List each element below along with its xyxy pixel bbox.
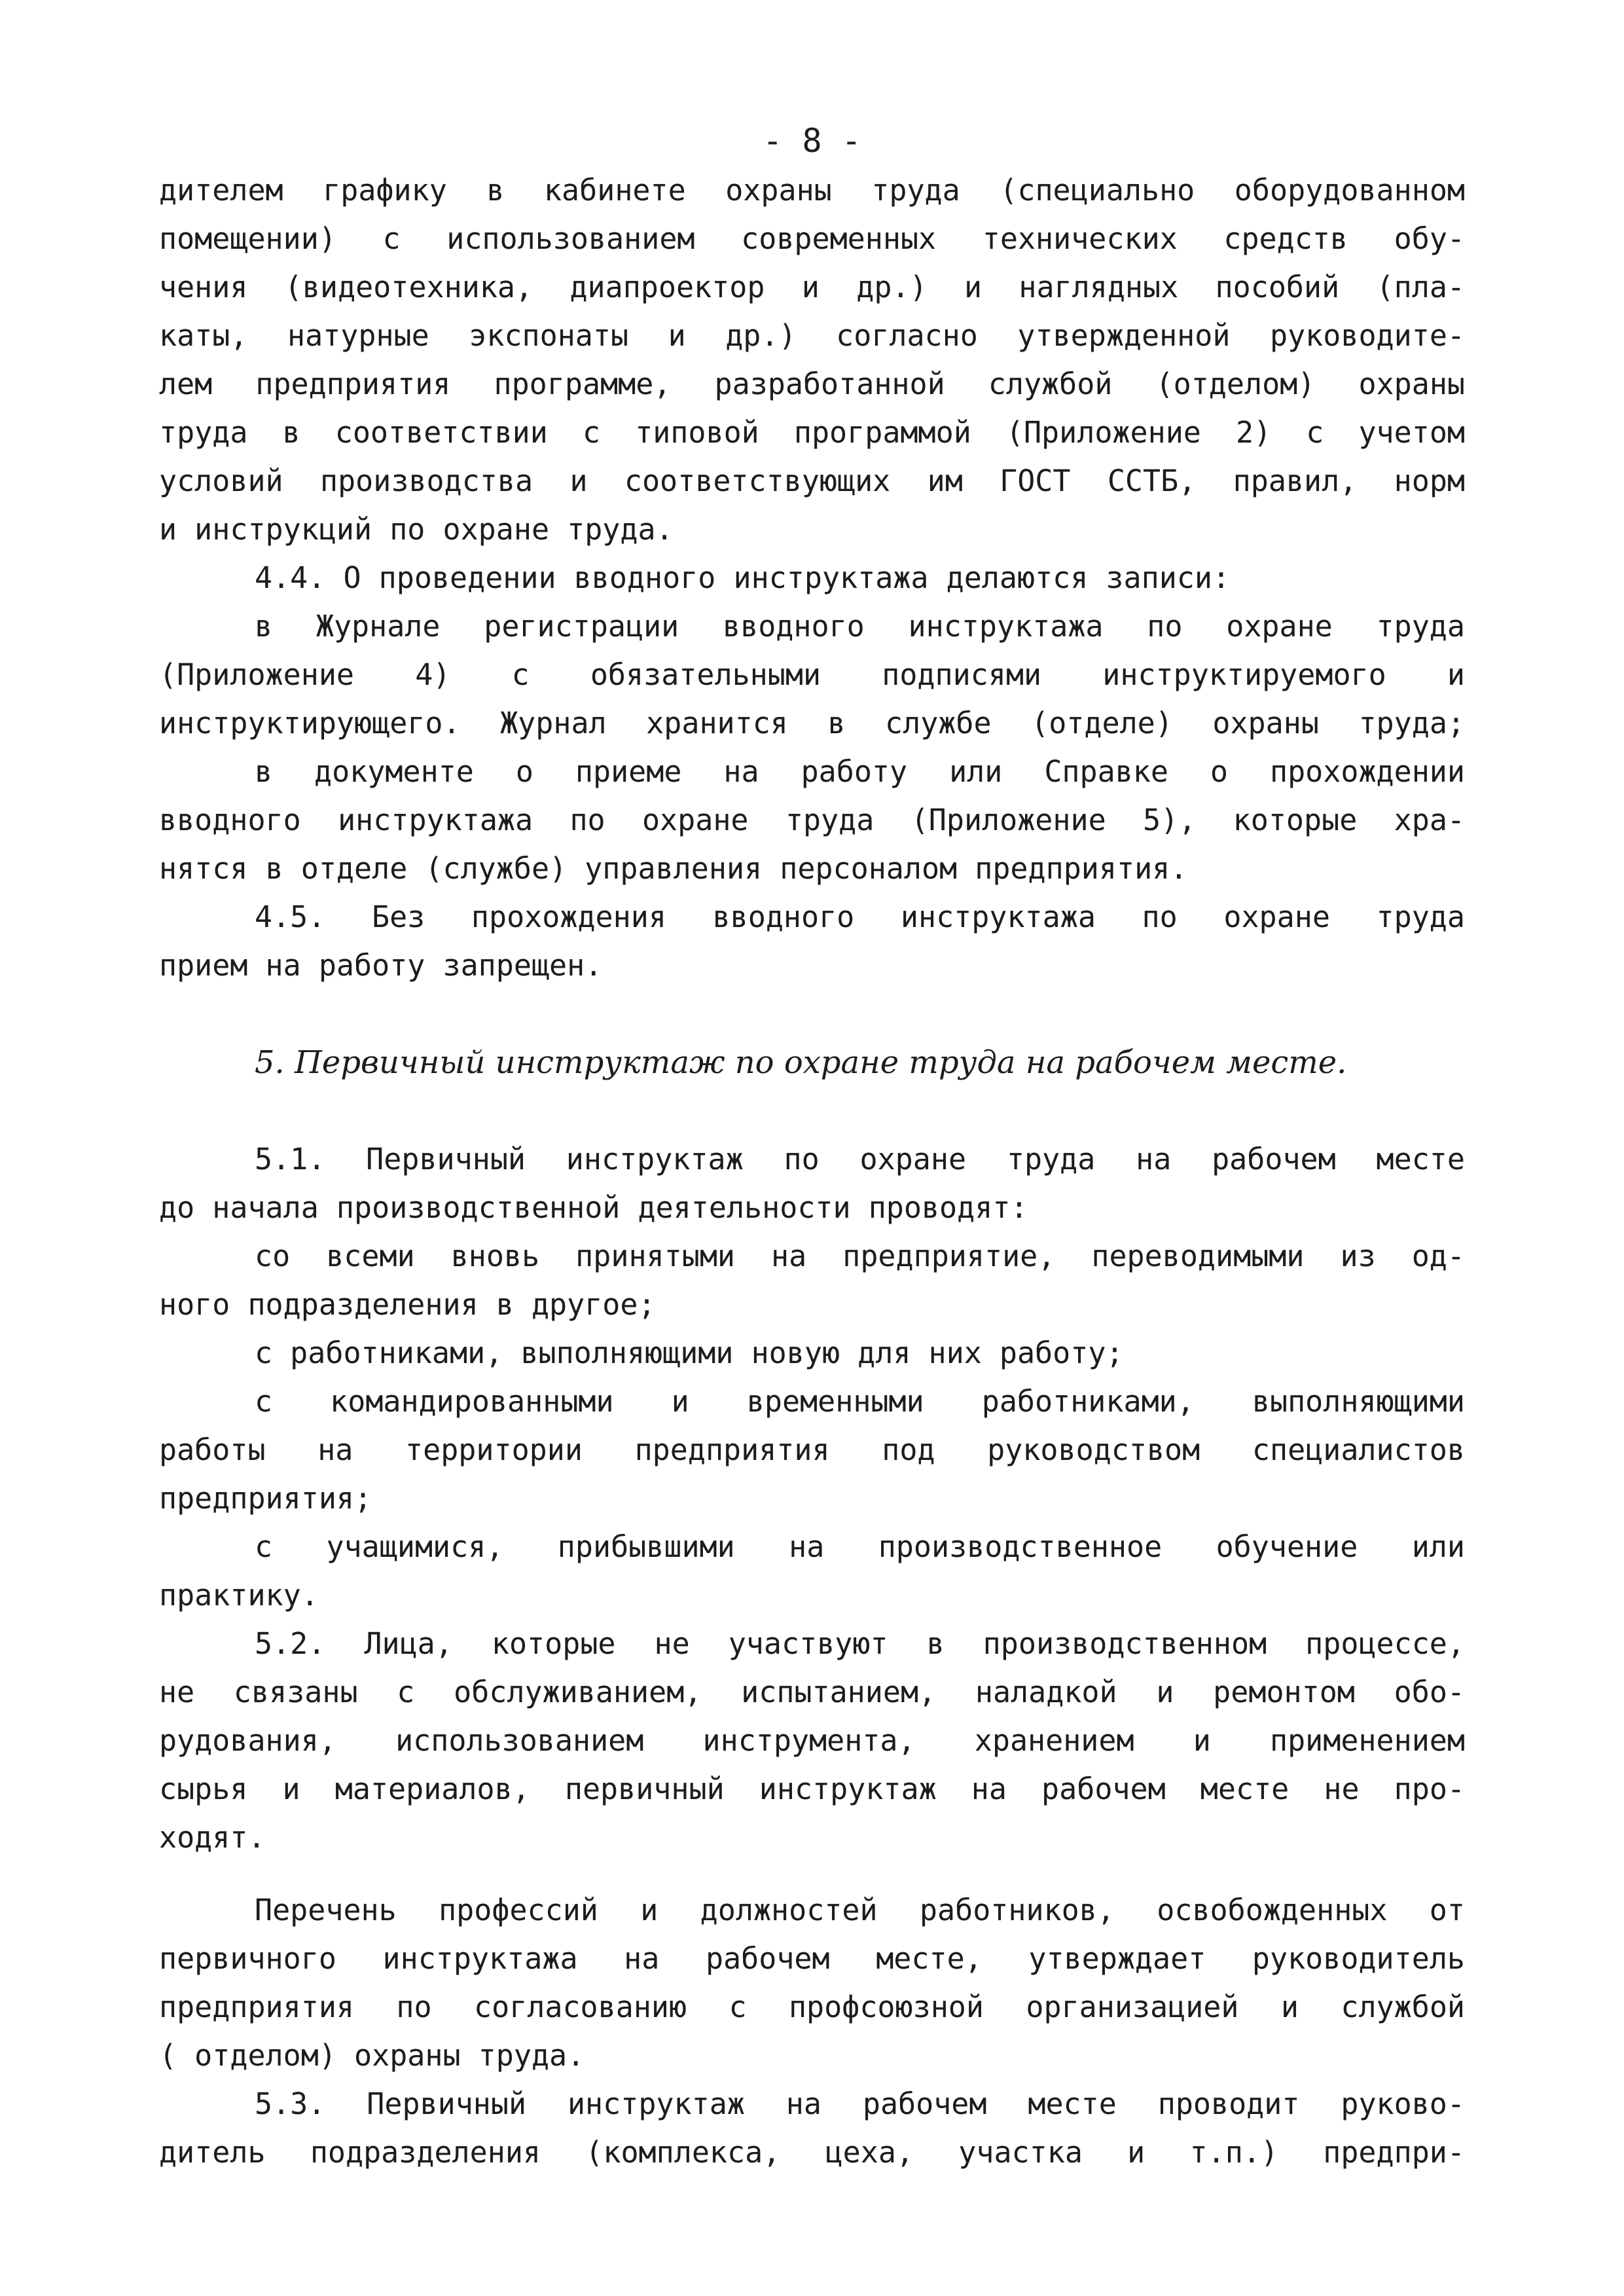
text-line: каты, натурные экспонаты и др.) согласно утвержденной руководите-: [159, 318, 1465, 353]
text-line: в документе о приеме на работу или Справке о прохождении: [255, 754, 1465, 789]
text-line: ного подразделения в другое;: [159, 1287, 656, 1322]
text-line: нятся в отделе (службе) управления персоналом предприятия.: [159, 851, 1188, 886]
paragraph-gap: [159, 1862, 1465, 1886]
text-line: со всеми вновь принятыми на предприятие, переводимыми из од-: [255, 1239, 1465, 1273]
text-line: работы на территории предприятия под руководством специалистов: [159, 1432, 1465, 1467]
text-line: вводного инструктажа по охране труда (Приложение 5), которые хра-: [159, 803, 1465, 837]
text-line: предприятия по согласованию с профсоюзной организацией и службой: [159, 1990, 1465, 2024]
text-line: ( отделом) охраны труда.: [159, 2038, 585, 2073]
text-line: прием на работу запрещен.: [159, 948, 603, 983]
paragraph-gap: [159, 990, 1465, 1038]
text-line: дителем графику в кабинете охраны труда (специально оборудованном: [159, 173, 1465, 208]
text-line: с командированными и временными работниками, выполняющими: [255, 1384, 1465, 1419]
text-line: в Журнале регистрации вводного инструктажа по охране труда: [255, 609, 1465, 644]
text-line: помещении) с использованием современных технических средств обу-: [159, 221, 1465, 256]
text-line: условий производства и соответствующих им ГОСТ ССТБ, правил, норм: [159, 464, 1465, 498]
text-line: чения (видеотехника, диапроектор и др.) и наглядных пособий (пла-: [159, 270, 1465, 304]
text-line: первичного инструктажа на рабочем месте, утверждает руководитель: [159, 1941, 1465, 1976]
text-line: 5.1. Первичный инструктаж по охране труда на рабочем месте: [255, 1142, 1465, 1176]
text-line: труда в соответствии с типовой программой (Приложение 2) с учетом: [159, 415, 1465, 450]
text-line: дитель подразделения (комплекса, цеха, участка и т.п.) предпри-: [159, 2135, 1465, 2170]
text-line: сырья и материалов, первичный инструктаж на рабочем месте не про-: [159, 1772, 1465, 1806]
paragraph-gap: [159, 1087, 1465, 1135]
section-heading: 5. Первичный инструктаж по охране труда на рабочем месте.: [255, 1044, 1347, 1081]
text-line: не связаны с обслуживанием, испытанием, наладкой и ремонтом обо-: [159, 1675, 1465, 1709]
text-line: (Приложение 4) с обязательными подписями инструктируемого и: [159, 657, 1465, 692]
text-line: Перечень профессий и должностей работников, освобожденных от: [255, 1893, 1465, 1927]
text-line: ходят.: [159, 1820, 266, 1855]
text-line: до начала производственной деятельности проводят:: [159, 1190, 1028, 1225]
text-line: инструктирующего. Журнал хранится в службе (отделе) охраны труда;: [159, 706, 1465, 740]
text-line: лем предприятия программе, разработанной службой (отделом) охраны: [159, 367, 1465, 401]
text-line: и инструкций по охране труда.: [159, 512, 674, 547]
text-line: 5.2. Лица, которые не участвуют в производственном процессе,: [255, 1626, 1465, 1661]
text-line: практику.: [159, 1578, 319, 1613]
text-line: 4.4. О проведении вводного инструктажа делаются записи:: [255, 560, 1231, 595]
text-line: предприятия;: [159, 1481, 372, 1516]
text-line: 4.5. Без прохождения вводного инструктажа по охране труда: [255, 900, 1465, 934]
text-line: 5.3. Первичный инструктаж на рабочем месте проводит руково-: [255, 2086, 1465, 2121]
page-number: - 8 -: [763, 122, 861, 160]
document-body: [159, 166, 1465, 2177]
text-line: с работниками, выполняющими новую для них работу;: [255, 1336, 1124, 1370]
text-line: рудования, использованием инструмента, хранением и применением: [159, 1723, 1465, 1758]
text-line: с учащимися, прибывшими на производственное обучение или: [255, 1529, 1465, 1564]
